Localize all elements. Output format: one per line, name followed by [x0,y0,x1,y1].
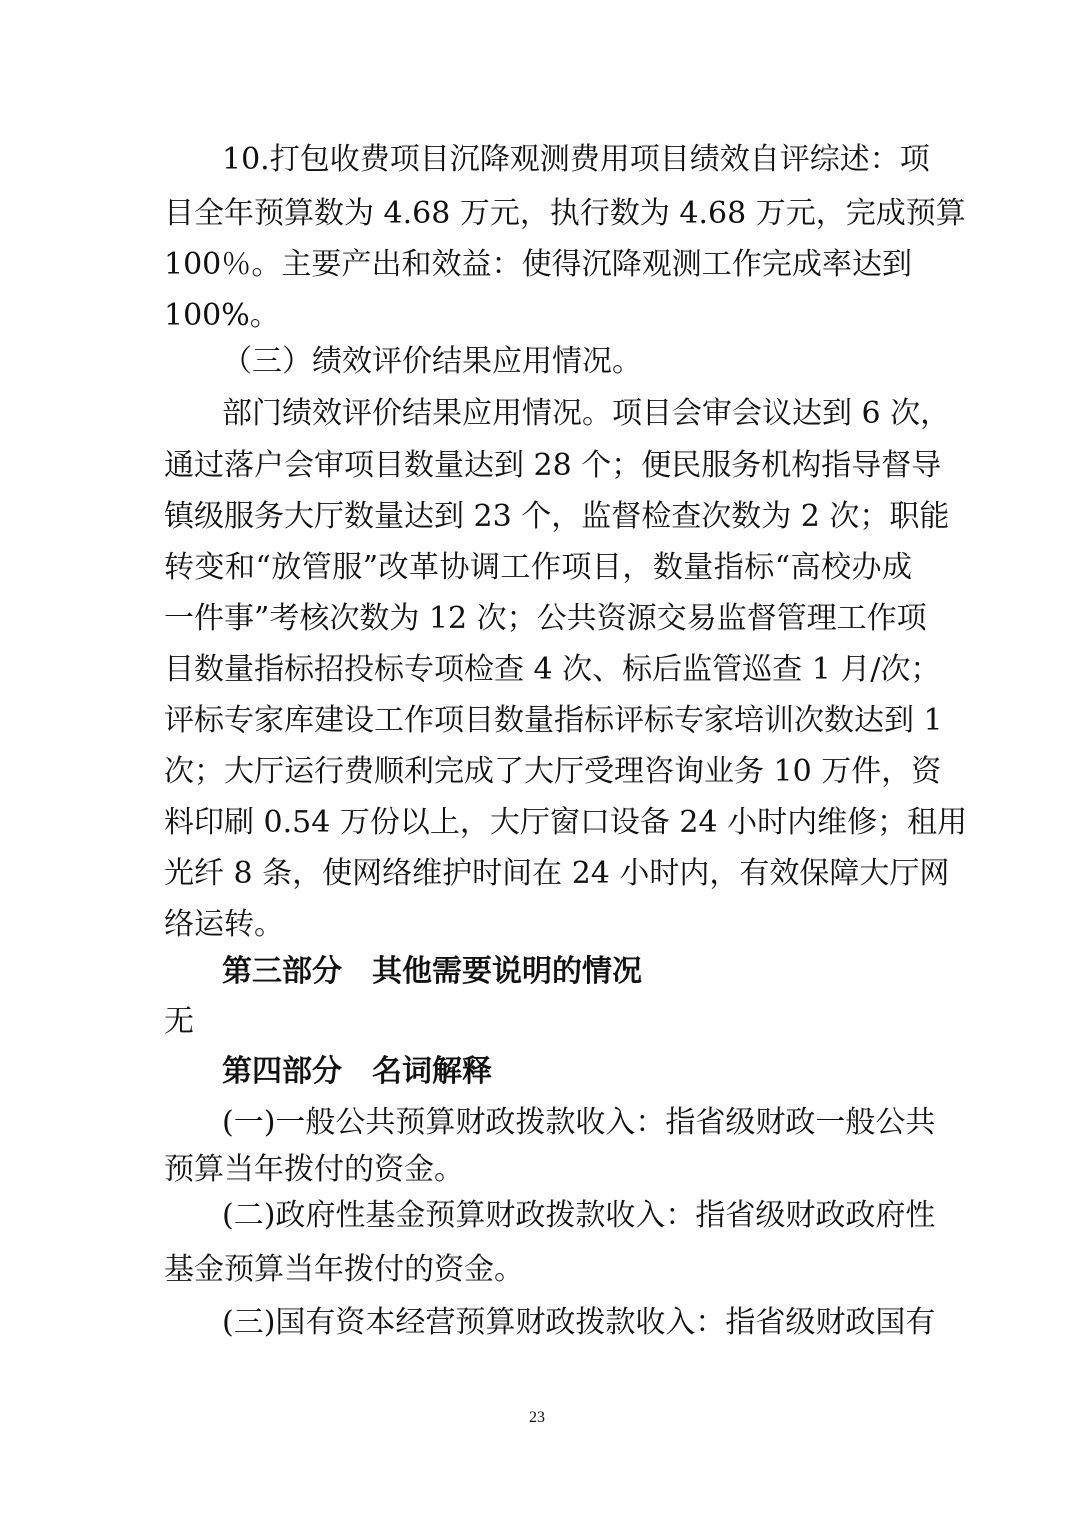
definition-1-line-1: (一)一般公共预算财政拨款收入：指省级财政一般公共 [222,1105,936,1140]
results-paragraph-line-2: 通过落户会审项目数量达到 28 个；便民服务机构指导督导 [164,448,942,483]
definition-2-line-2: 基金预算当年拨付的资金。 [164,1252,524,1287]
results-paragraph-line-5: 一件事”考核次数为 12 次；公共资源交易监督管理工作项 [164,601,927,636]
results-paragraph-line-7: 评标专家库建设工作项目数量指标评标专家培训次数达到 1 [164,703,943,738]
section-3-heading: 第三部分 其他需要说明的情况 [222,954,642,989]
definition-3-line-1: (三)国有资本经营预算财政拨款收入：指省级财政国有 [222,1305,936,1340]
section-4-heading: 第四部分 名词解释 [222,1054,492,1089]
results-paragraph-line-6: 目数量指标招投标专项检查 4 次、标后监管巡查 1 月/次； [164,652,941,687]
paragraph-10-line-1: 10.打包收费项目沉降观测费用项目绩效自评综述：项 [222,142,930,177]
paragraph-10-line-4: 100%。 [164,298,280,333]
results-paragraph-line-1: 部门绩效评价结果应用情况。项目会审会议达到 6 次， [222,396,951,431]
definition-1-line-2: 预算当年拨付的资金。 [164,1152,464,1187]
results-paragraph-line-9: 料印刷 0.54 万份以上，大厅窗口设备 24 小时内维修；租用 [164,805,968,840]
results-paragraph-line-8: 次；大厅运行费顺利完成了大厅受理咨询业务 10 万件，资 [164,754,942,789]
results-paragraph-line-10: 光纤 8 条，使网络维护时间在 24 小时内，有效保障大厅网 [164,856,950,891]
definition-2-line-1: (二)政府性基金预算财政拨款收入：指省级财政政府性 [222,1198,936,1233]
paragraph-10-line-3: 100％。主要产出和效益：使得沉降观测工作完成率达到 [164,247,912,282]
results-paragraph-line-11: 络运转。 [164,907,284,942]
page-number: 23 [529,1409,545,1426]
paragraph-10-line-2: 目全年预算数为 4.68 万元，执行数为 4.68 万元，完成预算 [164,196,966,231]
subheading-performance-results: （三）绩效评价结果应用情况。 [222,344,642,379]
results-paragraph-line-3: 镇级服务大厅数量达到 23 个，监督检查次数为 2 次；职能 [164,499,950,534]
results-paragraph-line-4: 转变和“放管服”改革协调工作项目，数量指标“高校办成 [164,550,912,585]
section-3-content: 无 [164,1004,194,1039]
